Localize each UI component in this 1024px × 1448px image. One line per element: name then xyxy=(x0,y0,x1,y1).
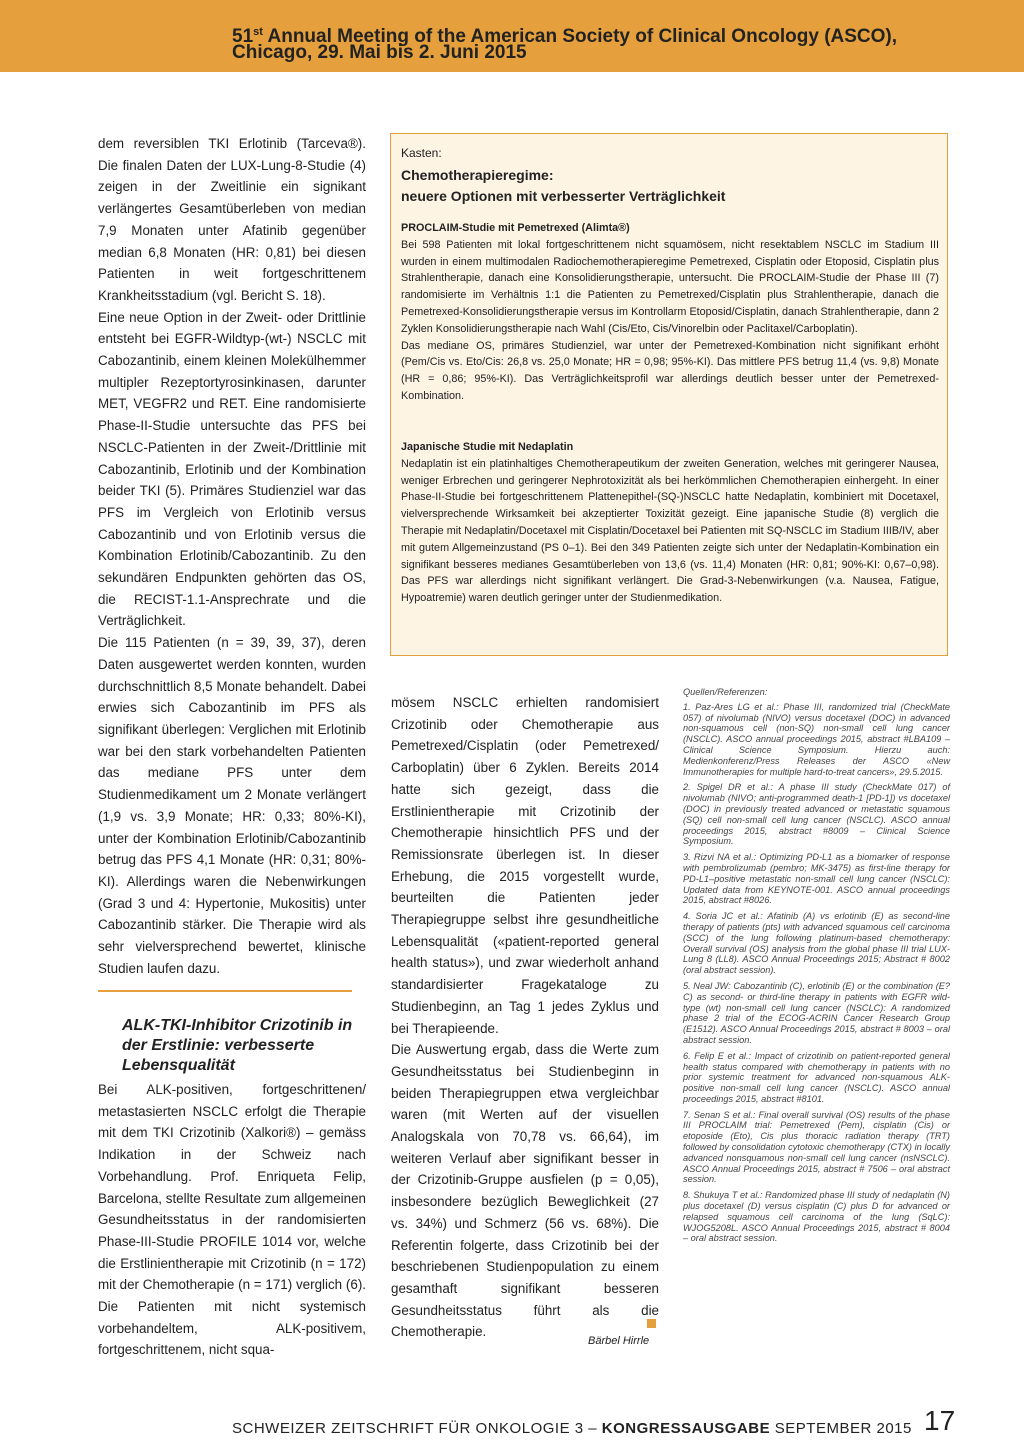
paragraph: Eine neue Option in der Zweit- oder Drittlinie entsteht bei EGFR-Wildtyp-(wt-) NSCLC mit Cabozantinib, einem kleinen Molekülhemmer multipler Rezeptortyrosinkinasen, darunter MET, VEGFR2 und RET. Eine randomisierte Phase-II-Studie untersuchte das PFS bei NSCLC-Patienten in der Zweit-/Drittlinie mit Cabozantinib, Erlotinib und der Kombination beider TKI (5). Primäres Studienziel war das PFS im Vergleich von Erlotinib versus Cabozantinib und von Erlotinib versus die Kombination Erlotinib/Cabozantinib. Zu den sekundären Endpunkten gehörten das OS, die RECIST-1.1-Ansprechrate und die Verträglichkeit. xyxy=(98,309,366,629)
reference-item: 8. Shukuya T et al.: Randomized phase III study of nedaplatin (N) plus docetaxel (D) versus cisplatin (C) plus D for advanced or relapsed squamous cell carcinoma of the lung (SqLC): WJOG5208L. ASCO Annual Proceedings 2015, abstract # 8004 – oral abstract session. xyxy=(683,1190,950,1244)
box-section-text: Bei 598 Patienten mit lokal fortgeschrittenem nicht squamösem, nicht resektablem NSCLC im Stadium III wurden in einem multimodalen Radiochemotherapieregime Pemetrexed, Cisplatin oder Etoposid, Cisplatin plus Strahlentherapie, danach eine Konsolidierungstherapie, untersucht. Die PROCLAIM-Studie der Phase III (7) randomisierte im Verhältnis 1:1 die Patienten zu Pemetrexed/Cisplatin plus Strahlentherapie, danach die Pemetrexed-Konsolidierungstherapie versus im Kontrollarm Etoposid/Cisplatin, danach Strahlentherapie, dann 2 Zyklen Konsolidierungstherapie nach Wahl (Cis/Eto, Cis/Vinorelbin oder Paclitaxel/Carboplatin). xyxy=(401,238,939,335)
header-title-line2: Chicago, 29. Mai bis 2. Juni 2015 xyxy=(232,42,527,63)
reference-item: 2. Spigel DR et al.: A phase III study (CheckMate 017) of nivolumab (NIVO; anti-programmed death-1 [PD-1]) vs docetaxel (DOC) in previously treated advanced or metastatic squamous (SQ) cell non-small cell lung cancer (NSCLC). ASCO annual proceedings 2015, abstract #8009 – Clinical Science Symposium. xyxy=(683,782,950,847)
author-name: Bärbel Hirrle xyxy=(588,1335,650,1347)
paragraph: Bei ALK-positiven, fortgeschrittenen/ metastasierten NSCLC erfolgt die Therapie mit dem TKI Crizotinib (Xalkori®) – gemäss Indikation in der Schweiz nach Vorbehandlung. Prof. Enriqueta Felip, Barcelona, stellte Resultate zum allgemeinen Gesundheitsstatus in der randomisierten Phase-III-Studie PROFILE 1014 vor, welche die Erstlinientherapie mit Crizotinib (n = 172) mit der Chemotherapie (n = 171) verglich (6). Die Patienten mit nicht systemisch vorbehandeltem, ALK-positivem, fortgeschrittenem, nicht squa- xyxy=(98,1082,366,1358)
box-section-proclaim xyxy=(401,220,939,405)
box-label: Kasten: xyxy=(401,146,442,160)
article-column-1-lower xyxy=(98,1079,366,1361)
article-column-1 xyxy=(98,133,366,979)
end-mark xyxy=(647,1319,656,1328)
page-number: 17 xyxy=(924,1405,956,1436)
box-section-title: PROCLAIM-Studie mit Pemetrexed (Alimta®) xyxy=(401,222,630,234)
box-section-title: Japanische Studie mit Nedaplatin xyxy=(401,441,574,453)
box-section-text: Das mediane OS, primäres Studienziel, war unter der Pemetrexed-Kombination nicht signifikant erhöht (Pem/Cis vs. Eto/Cis: 26,8 vs. 25,0 Monate; HR = 0,98; 95%-KI). Das mittlere PFS betrug 11,4 (vs. 9,8) Monate (HR = 0,86; 95%-KI). Das Verträglichkeitsprofil war allerdings deutlich besser unter der Pemetrexed-Kombination. xyxy=(401,339,939,402)
header-bar xyxy=(0,0,1024,72)
reference-item: 5. Neal JW: Cabozantinib (C), erlotinib (E) or the combination (E?C) as second- or third-line therapy in patients with EGFR wild-type (wt) non-small cell lung cancer (NSCLC): A randomized phase 2 trial of the ECOG-ACRIN Cancer Research Group (E1512). ASCO Annual Proceedings 2015, abstract # 8003 – oral abstract session. xyxy=(683,980,950,1045)
header-title-line1: 51st Annual Meeting of the American Society of Clinical Oncology (ASCO), xyxy=(232,26,898,47)
paragraph: dem reversiblen TKI Erlotinib (Tarceva®). Die finalen Daten der LUX-Lung-8-Studie (4) zeigen in der Zweitlinie ein signikant verlängertes Gesamtüberleben von median 7,9 Monaten unter Afatinib gegenüber median 6,8 Monaten (HR: 0,81) bei diesen Patienten in weit fortgeschrittenem Krankheitsstadium (vgl. Bericht S. 18). xyxy=(98,136,366,303)
references xyxy=(683,687,950,1249)
box-section-nedaplatin xyxy=(401,439,939,607)
journal-footer: SCHWEIZER ZEITSCHRIFT FÜR ONKOLOGIE 3 – KONGRESSAUSGABE SEPTEMBER 2015 xyxy=(232,1420,912,1437)
reference-item: 6. Felip E et al.: Impact of crizotinib on patient-reported general health status compared with chemotherapy in patients with no prior systemic treatment for advanced non-squamous ALK-positive non-small cell lung cancer (NSCLC). ASCO annual proceedings 2015, abstract #8101. xyxy=(683,1050,950,1104)
reference-item: 7. Senan S et al.: Final overall survival (OS) results of the phase III PROCLAIM trial: Pemetrexed (Pem), cisplatin (Cis) or etoposide (Eto), Cis plus thoracic radiation therapy (TRT) followed by consolidation cytotoxic chemotherapy (CTX) in locally advanced nonsquamous non-small cell lung cancer (nsNSCLC). ASCO Annual Proceedings 2015, abstract # 7506 – oral abstract session. xyxy=(683,1109,950,1185)
section-divider xyxy=(98,990,352,992)
paragraph: Die Auswertung ergab, dass die Werte zum Gesundheitsstatus bei Studienbeginn in beiden Therapiegruppen etwa vergleichbar waren (mit Werten auf der visuellen Analogskala von 70,78 vs. 66,64), im weiteren Verlauf aber signifikant besser in der Crizotinib-Gruppe ausfielen (p = 0,05), insbesondere bezüglich Beweglichkeit (27 vs. 34%) und Schmerz (56 vs. 68%). Die Referentin folgerte, dass Crizotinib bei der beschriebenen Studienpopulation zu einem gesamthaft signifikant besseren Gesundheitsstatus führt als die Chemotherapie. xyxy=(391,1042,659,1340)
paragraph: mösem NSCLC erhielten randomisiert Crizotinib oder Chemotherapie aus Pemetrexed/Cisplatin (oder Pemetrexed/ Carboplatin) über 6 Zyklen. Bereits 2014 hatte sich gezeigt, dass die Erstlinientherapie mit Crizotinib der Chemotherapie hinsichtlich PFS und der Remissionsrate überlegen ist. In dieser Erhebung, die 2015 vorgestellt wurde, beurteilten die Patienten jeder Therapiegruppe selbst ihre gesundheitliche Lebensqualität («patient-reported general health status»), und zwar wiederholt anhand standardisierter Fragekataloge zu Studienbeginn, an Tag 1 jedes Zyklus und bei Therapieende. xyxy=(391,695,659,1036)
section-heading: ALK-TKI-Inhibitor Crizotinib in der Erstlinie: verbesserte Lebensqualität xyxy=(122,1017,353,1074)
box-section-text: Nedaplatin ist ein platinhaltiges Chemotherapeutikum der zweiten Generation, welches mit geringerer Nausea, weniger Erbrechen und geringerer Nephrotoxizität als bei herkömmlichen Chemotherapien einhergeht. In einer Phase-II-Studie bei fortgeschrittenem Plattenepithel-(SQ-)NSCLC hatte Nedaplatin, kombiniert mit Docetaxel, vielversprechende Wirksamkeit bei akzeptierter Toxizität gezeigt. Eine japanische Studie (8) verglich die Therapie mit Nedaplatin/Docetaxel mit Cisplatin/Docetaxel bei Patienten mit SQ-NSCLC im Stadium IIIB/IV, aber mit gutem Allgemeinzustand (PS 0–1). Bei den 349 Patienten zeigte sich unter der Nedaplatin-Kombination ein signifikant besseres medianes Gesamtüberleben von 13,6 (vs. 11,4) Monaten (HR: 0,81; 90%-KI: 0,67–0,98). Das PFS war allerdings nicht signifikant verlängert. Die Grad-3-Nebenwirkungen (v.a. Nausea, Fatigue, Hypoatremie) waren deutlich geringer unter der Studienmedikation. xyxy=(401,457,939,605)
reference-item: 4. Soria JC et al.: Afatinib (A) vs erlotinib (E) as second-line therapy of patients (pts) with advanced squamous cell carcinoma (SCC) of the lung following platinum-based chemotherapy: Overall survival (OS) analysis from the global phase III trial LUX-Lung 8 (LL8). ASCO Annual Proceedings 2015; Abstract # 8002 (oral abstract session). xyxy=(683,911,950,976)
reference-item: 1. Paz-Ares LG et al.: Phase III, randomized trial (CheckMate 057) of nivolumab (NIVO) versus docetaxel (DOC) in advanced non-squamous cell (non-SQ) non-small cell lung cancer (NSCLC). ASCO annual proceedings 2015, abstract #LBA109 – Clinical Science Symposium. Hierzu auch: Medienkonferenz/Press Releases der ASCO «New Immunotherapies for multiple hard-to-treat cancers», 29.5.2015. xyxy=(683,701,950,777)
article-column-2 xyxy=(391,692,659,1343)
references-heading: Quellen/Referenzen: xyxy=(683,687,768,697)
info-box xyxy=(390,133,948,656)
box-title: Chemotherapieregime: neuere Optionen mit verbesserter Verträglichkeit xyxy=(401,167,726,204)
paragraph: Die 115 Patienten (n = 39, 39, 37), deren Daten ausgewertet werden konnten, wurden durchschnittlich 8,5 Monate behandelt. Dabei erwies sich Cabozantinib im PFS als signifikant überlegen: Verglichen mit Erlotinib war bei den stark vorbehandelten Patienten das mediane PFS unter dem Studienmedikament um 2 Monate verlängert (1,9 vs. 3,9 Monate; HR: 0,33; 80%-KI), unter der Kombination Erlotinib/Cabozantinib betrug das PFS 4,1 Monate (HR: 0,31; 80%-KI). Allerdings waren die Nebenwirkungen (Grad 3 und 4: Hypertonie, Mukositis) unter Cabozantinib stärker. Die Therapie wird als sehr vielversprechend bewertet, klinische Studien laufen dazu. xyxy=(98,635,366,976)
reference-item: 3. Rizvi NA et al.: Optimizing PD-L1 as a biomarker of response with pembrolizumab (pembro; MK-3475) as first-line therapy for PD-L1–positive metastatic non-small cell lung cancer (NSCLC): Updated data from KEYNOTE-001. ASCO annual proceedings 2015, abstract #8026. xyxy=(683,852,950,906)
